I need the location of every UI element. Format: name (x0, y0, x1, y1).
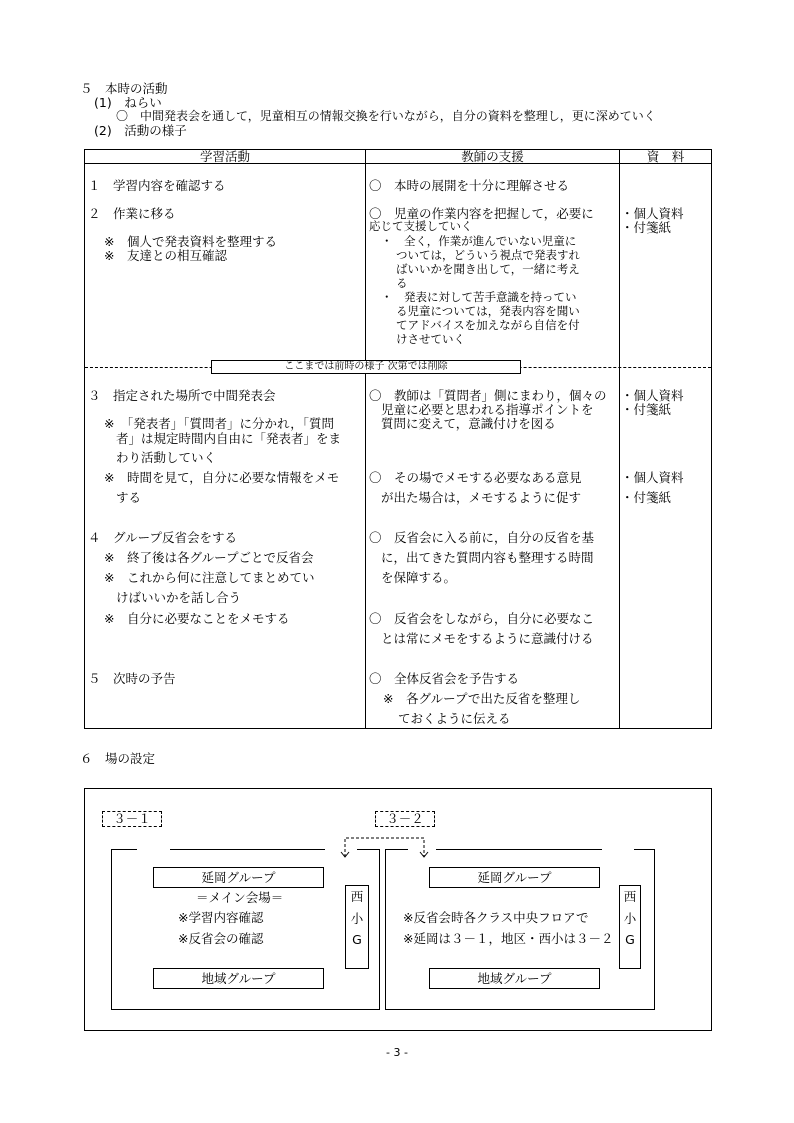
support-item: 〇 本時の展開を十分に理解させる (369, 178, 570, 193)
support-item: てアドバイスを加えながら自信を付 (396, 318, 580, 332)
support-item: 〇 児童の作業内容を把握して，必要に (369, 206, 594, 221)
activity-item: １ 学習内容を確認する (88, 178, 226, 193)
material-item: ・個人資料 (621, 470, 684, 485)
room-3-2-label: ３－２ (375, 811, 435, 827)
right-nishisho-group: 西 小 G (619, 885, 641, 969)
material-item: ・個人資料 (621, 388, 684, 403)
activity-item: ※ 「発表者」「質問者」に分かれ，「質問 (104, 416, 334, 431)
aim-text: 〇 中間発表会を通して，児童相互の情報交換を行いながら，自分の資料を整理し，更に深めていく (116, 109, 656, 123)
right-note-rooms: ※延岡は３－１，地区・西小は３－２ (403, 931, 614, 946)
material-item: ・付箋紙 (621, 220, 672, 235)
support-item: ※ 各グループで出た反省を整理し (383, 691, 581, 706)
support-item: 児童に必要と思われる指導ポイントを (381, 402, 594, 417)
left-note-content: ※学習内容確認 (178, 910, 264, 925)
activity-item: ※ 終了後は各グループごとで反省会 (104, 550, 314, 565)
activity-item: する (116, 490, 142, 505)
support-item: が出た場合は，メモするように促す (381, 490, 582, 505)
right-note-floor: ※反省会時各クラス中央フロアで (403, 910, 589, 925)
activity-item: わり活動していく (116, 450, 217, 465)
activity-item: ３ 指定された場所で中間発表会 (88, 388, 276, 403)
left-note-reflection: ※反省会の確認 (178, 931, 264, 946)
aim-label: (1) ねらい (94, 95, 162, 110)
support-item: 〇 全体反省会を予告する (369, 671, 520, 686)
support-item: ておくように伝える (398, 711, 511, 726)
support-item: 〇 反省会に入る前に，自分の反省を基 (369, 530, 595, 545)
header-activity: 学習活動 (199, 149, 250, 164)
activity-item: ５ 次時の予告 (88, 671, 176, 686)
activity-item: ※ 自分に必要なことをメモする (104, 611, 290, 626)
support-item: とは常にメモをするように意識付ける (381, 631, 594, 646)
activity-item: ※ 個人で発表資料を整理する (104, 234, 277, 249)
left-nishisho-group: 西 小 G (345, 885, 369, 969)
activity-item: けばいいかを話し合う (116, 590, 242, 605)
support-item: る (396, 276, 408, 290)
activity-item: ４ グループ反省会をする (88, 530, 238, 545)
material-item: ・付箋紙 (621, 490, 672, 505)
support-item: 〇 その場でメモする必要なある意見 (369, 470, 582, 485)
divider-label: ここまでは前時の様子 次第では削除 (211, 360, 521, 374)
support-item: ばいいかを聞き出して，一緒に考え (396, 262, 580, 276)
support-item: を保障する。 (381, 570, 457, 585)
material-item: ・付箋紙 (621, 402, 672, 417)
left-region-group: 地域グループ (153, 968, 324, 989)
left-nobeoka-group: 延岡グループ (153, 867, 324, 888)
support-item: 応じて支援していく (369, 219, 473, 233)
header-support: 教師の支援 (461, 149, 524, 164)
support-item: ついては，どういう視点で発表すれ (396, 248, 580, 262)
activity-item: ２ 作業に移る (88, 206, 176, 221)
room-3-1-label: ３－１ (102, 811, 162, 827)
section5-heading: ５ 本時の活動 (80, 81, 168, 96)
support-item: に，出てきた質問内容も整理する時間 (381, 550, 594, 565)
support-item: 〇 教師は「質問者」側にまわり，個々の (369, 388, 607, 403)
section6-heading: ６ 場の設定 (80, 751, 156, 766)
support-item: 〇 反省会をしながら，自分に必要なこ (369, 611, 595, 626)
page-number: - 3 - (386, 1046, 408, 1059)
activity-item: 者」は規定時間内自由に「発表者」をま (116, 431, 342, 446)
support-item: 質問に変えて，意識付けを図る (381, 416, 556, 431)
activity-item: ※ 時間を見て，自分に必要な情報をメモ (104, 470, 340, 485)
support-item: る児童については，発表内容を聞い (396, 304, 580, 318)
support-item: ・ 全く，作業が進んでいない児童に (381, 234, 577, 248)
activity-item: ※ 友達との相互確認 (104, 248, 227, 263)
support-item: けさせていく (396, 332, 465, 346)
activity-item: ※ これから何に注意してまとめてい (104, 570, 315, 585)
support-item: ・ 発表に対して苦手意識を持ってい (381, 290, 577, 304)
left-note-main: ＝メイン会場＝ (196, 890, 284, 905)
right-nobeoka-group: 延岡グループ (429, 867, 600, 888)
activity-label: (2) 活動の様子 (94, 123, 187, 138)
material-item: ・個人資料 (621, 206, 684, 221)
right-region-group: 地域グループ (429, 968, 600, 989)
header-materials: 資 料 (646, 149, 685, 164)
movement-arrows (335, 832, 435, 862)
